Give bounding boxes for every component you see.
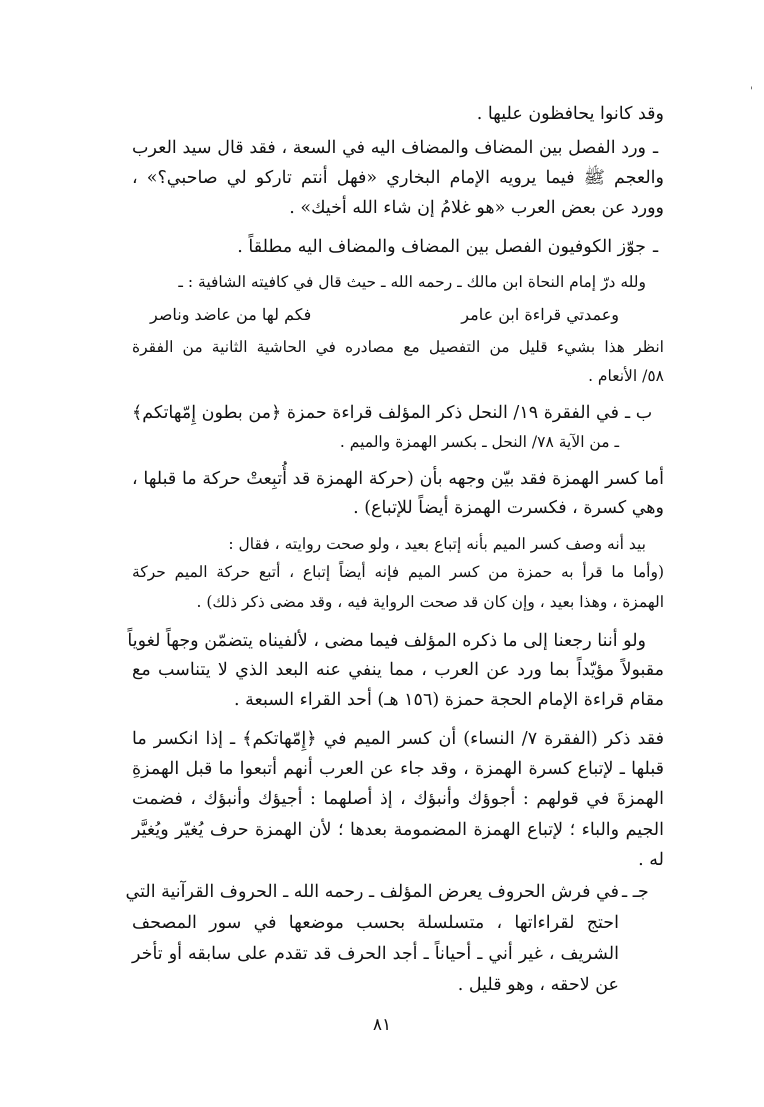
text-line: احتج لقراءاتها ، متسلسلة بحسب موضعها في سور المصحف <box>132 913 619 933</box>
text-line: بيد أنه وصف كسر الميم بأنه إتباع بعيد ، ولو صحت روايته ، فقال : <box>228 535 646 553</box>
text-line: جوّز الكوفيون الفصل بين المضاف والمضاف اليه مطلقاً . <box>237 237 646 257</box>
text-line: وورد عن بعض العرب «هو غلامُ إن شاء الله أخيك» . <box>289 198 664 218</box>
verse-second-hemistich: فكم لها من عاضد وناصر <box>150 305 312 324</box>
text-line: عن لاحقه ، وهو قليل . <box>457 975 619 995</box>
text-line: الجيم والباء ؛ لإتباع الهمزة المضمومة بعدها ؛ لأن الهمزة حرف يُغيّر ويُغيَّر <box>132 820 664 840</box>
text-line: الهمزة ، وهذا بعيد ، وإن كان قد صحت الرواية فيه ، وقد مضى ذكر ذلك) . <box>196 593 664 611</box>
text-line: فقد ذكر (الفقرة ٧/ النساء) أن كسر الميم في ﴿إِمّهاتكم﴾ ـ إذا انكسر ما <box>132 729 664 749</box>
text-line: أما كسر الهمزة فقد بيّن وجهه بأن (حركة الهمزة قد أُتبِعتْ حركة ما قبلها ، <box>132 469 664 489</box>
list-marker-b: ب ـ <box>625 403 653 423</box>
text-line: ٥٨/ الأنعام . <box>588 367 664 385</box>
verse-first-hemistich: وعمدتي قراءة ابن عامر <box>461 305 619 324</box>
text-line: الشريف ، غير أني ـ أحياناً ـ أجد الحرف قد تقدم على سابقه أو تأخر <box>132 944 619 964</box>
text-line: وهي كسرة ، فكسرت الهمزة أيضاً للإتباع) . <box>353 498 664 518</box>
text-line: ولله درّ إمام النحاة ابن مالك ـ رحمه الله ـ حيث قال في كافيته الشافية : ـ <box>178 273 646 291</box>
text-line: قبلها ـ لإتباع كسرة الهمزة ، وقد جاء عن العرب أنهم أتبعوا ما قبل الهمزةِ <box>132 759 664 779</box>
text-line: الهمزةَ في قولهم : أجوؤك وأنبؤك ، إذ أصلهما : أجيؤك وأنبؤك ، فضمت <box>132 789 664 809</box>
text-line: ورد الفصل بين المضاف والمضاف اليه في السعة ، فقد قال سيد العرب <box>132 138 646 158</box>
text-line: وقد كانوا يحافظون عليها . <box>476 104 664 124</box>
text-line: في الفقرة ١٩/ النحل ذكر المؤلف قراءة حمزة ﴿من بطون إِمّهاتكم﴾ <box>132 403 619 423</box>
list-marker: ـ <box>653 138 659 158</box>
text-line: ولو أننا رجعنا إلى ما ذكره المؤلف فيما مضى ، لألفيناه يتضمّن وجهاً لغوياً <box>127 631 646 651</box>
text-line: والعجم ﷺ فيما يرويه الإمام البخاري «فهل أنتم تاركو لي صاحبي؟» ، <box>132 168 664 188</box>
page-number: ٨١ <box>372 1015 392 1035</box>
text-line: ـ من الآية ٧٨/ النحل ـ بكسر الهمزة والميم . <box>339 433 619 451</box>
margin-mark: ' <box>750 86 753 97</box>
text-line: مقبولاً مؤيّداً بما ورد عن العرب ، مما ينفي عنه البعد الذي لا يتناسب مع <box>132 660 664 680</box>
text-line: له . <box>638 850 664 870</box>
text-line: انظر هذا بشيء قليل من التفصيل مع مصادره في الحاشية الثانية من الفقرة <box>132 338 664 356</box>
list-marker-j: جـ ـ <box>622 882 649 902</box>
text-line: (وأما ما قرأ به حمزة من كسر الميم فإنه أيضاً إتباع ، أتبع حركة الميم حركة <box>132 563 664 581</box>
text-line: مقام قراءة الإمام الحجة حمزة (١٥٦ هـ) أحد القراء السبعة . <box>234 690 664 710</box>
text-line: في فرش الحروف يعرض المؤلف ـ رحمه الله ـ الحروف القرآنية التي <box>125 882 619 902</box>
list-marker: ـ <box>653 237 659 257</box>
